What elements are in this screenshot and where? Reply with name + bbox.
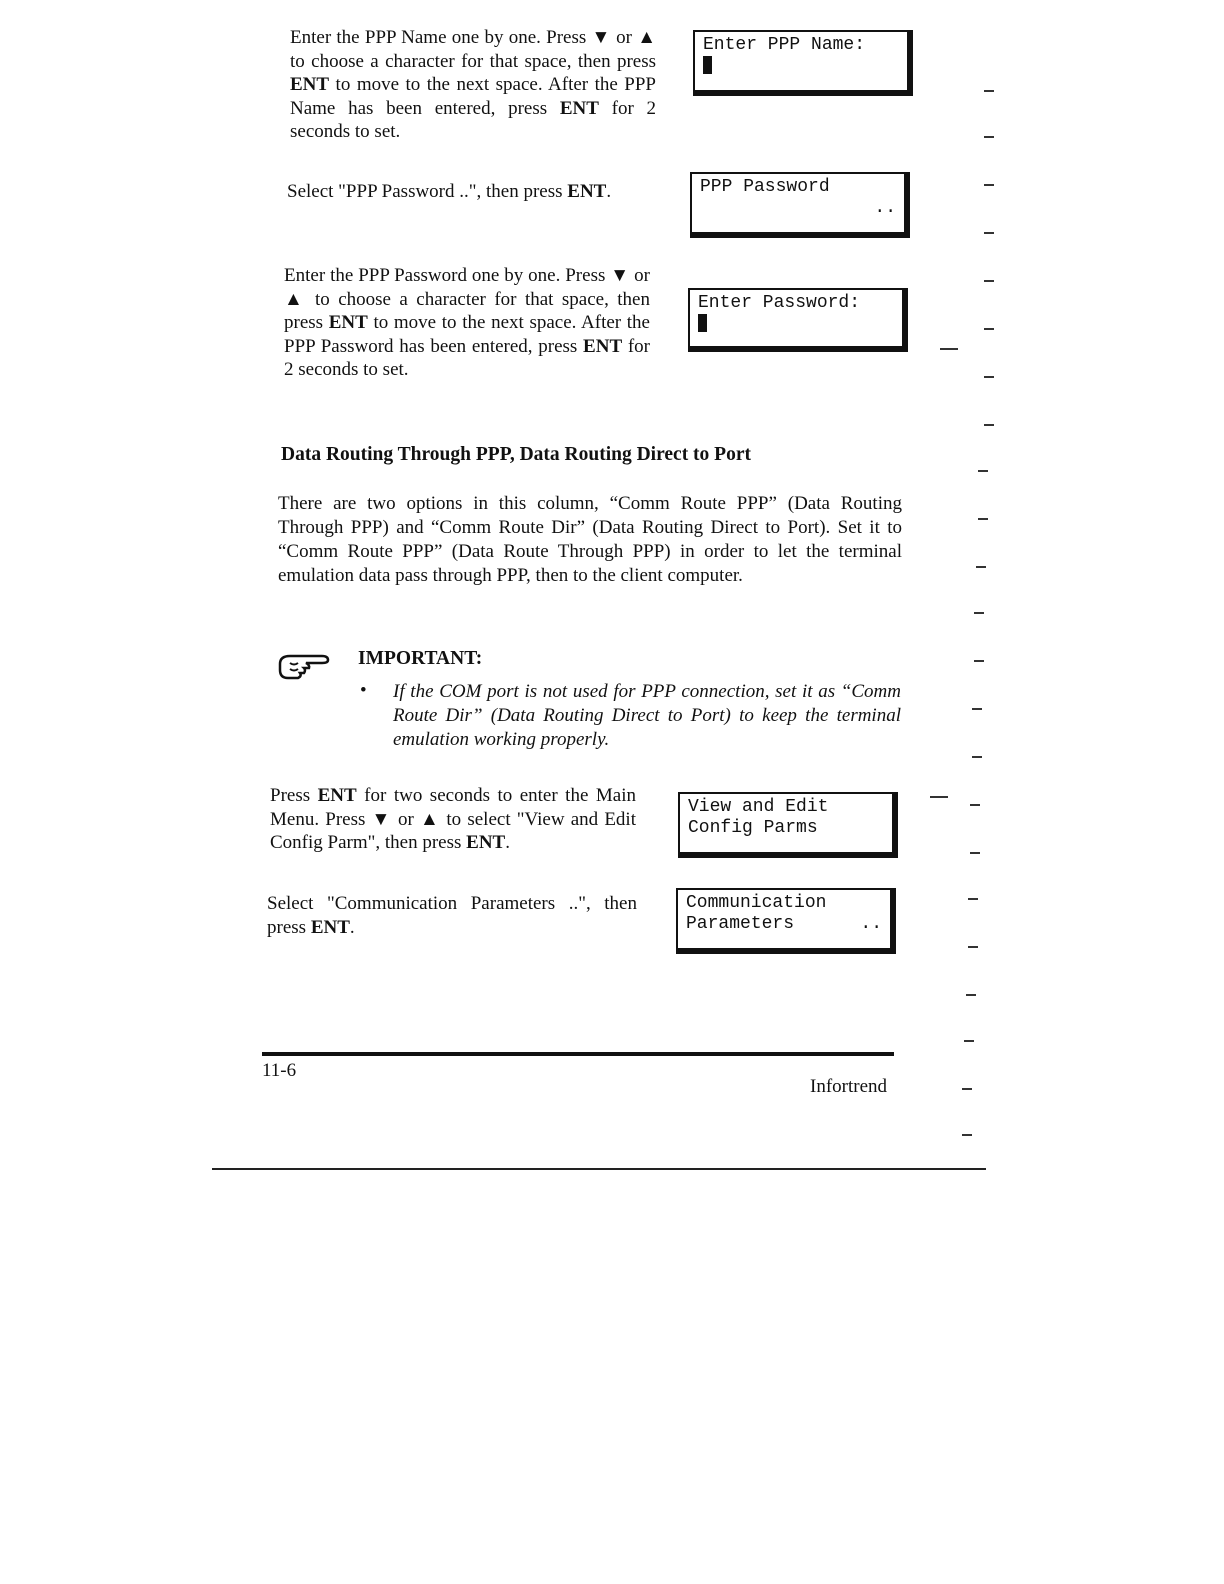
- margin-tick: [930, 796, 948, 798]
- footer-brand: Infortrend: [810, 1076, 888, 1097]
- lcd-enter-password: [688, 288, 908, 352]
- important-bullet-text: If the COM port is not used for PPP connection, set it as “Comm Route Dir” (Data Routing Direct to Port) to keep the terminal emulation working properly.: [393, 681, 901, 750]
- margin-tick: [966, 994, 976, 996]
- lcd-line-2: Config Parms: [688, 818, 818, 838]
- margin-tick: [984, 136, 994, 138]
- lcd-line-1: Enter Password:: [698, 293, 861, 313]
- lcd-line-1: View and Edit: [688, 797, 829, 817]
- text-cursor-icon: [698, 314, 707, 332]
- footer-rule: [262, 1052, 894, 1056]
- margin-tick: [984, 424, 994, 426]
- step-2-text: Select "PPP Password ..", then press ENT.: [287, 181, 612, 202]
- margin-tick: [976, 566, 986, 568]
- section-heading: Data Routing Through PPP, Data Routing Direct to Port: [281, 444, 751, 465]
- margin-tick: [984, 376, 994, 378]
- lcd-line-2: [703, 56, 899, 78]
- margin-tick: [968, 898, 978, 900]
- lcd-view-edit-config: [678, 792, 898, 858]
- margin-tick: [962, 1134, 972, 1136]
- text-cursor-icon: [703, 56, 712, 74]
- lcd-line-1: Enter PPP Name:: [703, 35, 866, 55]
- margin-tick: [978, 470, 988, 472]
- lcd-line-2: [698, 314, 894, 336]
- section-body: There are two options in this column, “Comm Route PPP” (Data Routing Through PPP) and “Comm Route Dir” (Data Routing Direct to Port). Set it to “Comm Route PPP” (Data Route Through PPP) in order to let the terminal emulation data pass through PPP, then to the client computer.: [278, 493, 902, 586]
- margin-tick: [984, 328, 994, 330]
- lcd-line-2-label: Parameters: [686, 914, 795, 934]
- lcd-line-1: PPP Password: [700, 177, 830, 197]
- scan-edge-line: [212, 1168, 986, 1170]
- important-label: IMPORTANT:: [358, 648, 483, 669]
- page-number: 11-6: [262, 1060, 297, 1081]
- lcd-enter-ppp-name: [693, 30, 913, 96]
- margin-tick: [984, 280, 994, 282]
- margin-tick: [984, 90, 994, 92]
- margin-tick: [970, 852, 980, 854]
- margin-tick: [972, 756, 982, 758]
- margin-tick: [970, 804, 980, 806]
- margin-tick: [940, 348, 958, 350]
- step-4-text: Press ENT for two seconds to enter the Main Menu. Press ▼ or ▲ to select "View and Edit Config Parm", then press ENT.: [270, 785, 636, 853]
- lcd-ppp-password: [690, 172, 910, 238]
- margin-tick: [984, 232, 994, 234]
- lcd-line-1: Communication: [686, 893, 827, 913]
- lcd-line-2-dots: ..: [860, 914, 882, 934]
- margin-tick: [974, 660, 984, 662]
- lcd-line-2: ..: [874, 198, 896, 218]
- lcd-communication-parameters: [676, 888, 896, 954]
- margin-tick: [974, 612, 984, 614]
- margin-tick: [962, 1088, 972, 1090]
- margin-tick: [972, 708, 982, 710]
- margin-tick: [984, 184, 994, 186]
- margin-tick: [968, 946, 978, 948]
- step-1-text: Enter the PPP Name one by one. Press ▼ or ▲ to choose a character for that space, then press ENT to move to the next space. After the PPP Name has been entered, press ENT for 2 seconds to set.: [290, 27, 657, 142]
- margin-tick: [964, 1040, 974, 1042]
- margin-tick: [978, 518, 988, 520]
- lcd-line-2: [686, 914, 882, 935]
- step-3-text: Enter the PPP Password one by one. Press ▼ or ▲ to choose a character for that space, then press ENT to move to the next space. After the PPP Password has been entered, press ENT for 2 seconds to set.: [284, 265, 650, 380]
- pointing-hand-icon: [276, 650, 336, 689]
- bullet-icon: •: [360, 680, 367, 701]
- step-5-text: Select "Communication Parameters ..", then press ENT.: [267, 893, 637, 938]
